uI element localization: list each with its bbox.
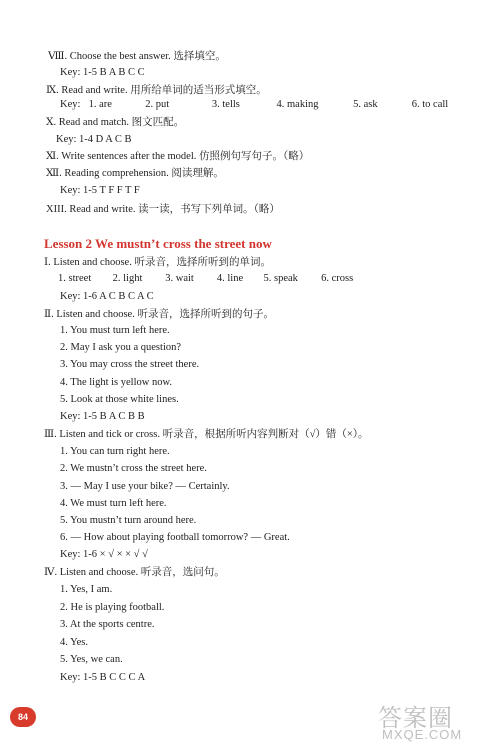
watermark-chars: 答案圈 <box>378 704 453 732</box>
key-ix-item-4: 4. making <box>276 99 319 110</box>
watermark-logo <box>372 698 494 744</box>
key-iii: Key: 1-6 × √ × × √ √ <box>60 549 148 560</box>
iii-item-3: 3. — May I use your bike? — Certainly. <box>60 481 230 492</box>
iv-item-5: 5. Yes, we can. <box>60 654 123 665</box>
iv-item-4: 4. Yes. <box>60 637 89 648</box>
key-ii: Key: 1-5 B A C B B <box>60 411 145 422</box>
section-ii-heading: Ⅱ. Listen and choose. 听录音，选择所听到的句子。 <box>44 309 274 320</box>
page-number-badge: 84 <box>10 707 36 727</box>
key-ix-item-1: 1. are <box>88 99 112 110</box>
word-6: 6. cross <box>321 273 354 284</box>
section-x-heading: Ⅹ. Read and match. 图文匹配。 <box>46 117 185 128</box>
words-list <box>58 272 353 285</box>
key-viii: Key: 1-5 B A B C C <box>60 67 145 78</box>
iii-item-1: 1. You can turn right here. <box>60 446 170 457</box>
key-ix <box>60 98 448 111</box>
section-xii-heading: Ⅻ. Reading comprehension. 阅读理解。 <box>46 168 224 179</box>
lesson-title: Lesson 2 We mustn’t cross the street now <box>44 236 272 251</box>
section-iv-heading: Ⅳ. Listen and choose. 听录音，选问句。 <box>44 567 225 578</box>
section-viii-heading: Ⅷ. Choose the best answer. 选择填空。 <box>48 51 226 62</box>
ii-item-2: 2. May I ask you a question? <box>60 342 182 353</box>
word-4: 4. line <box>216 273 244 284</box>
key-iv: Key: 1-5 B C C C A <box>60 672 146 683</box>
section-i-heading: Ⅰ. Listen and choose. 听录音，选择所听到的单词。 <box>44 257 271 268</box>
ii-item-4: 4. The light is yellow now. <box>60 377 172 388</box>
key-ix-item-5: 5. ask <box>353 99 378 110</box>
watermark-url: MXQE.COM <box>382 727 463 742</box>
key-ix-item-2: 2. put <box>145 99 170 110</box>
iii-item-6: 6. — How about playing football tomorrow? — Great. <box>60 532 290 543</box>
iv-item-2: 2. He is playing football. <box>60 602 165 613</box>
iii-item-4: 4. We must turn left here. <box>60 498 167 509</box>
section-iii-heading: Ⅲ. Listen and tick or cross. 听录音，根据所听内容判断对（√）错（×）。 <box>44 429 369 440</box>
key-ix-item-3: 3. tells <box>211 99 240 110</box>
key-xii: Key: 1-5 T F F T F <box>60 185 140 196</box>
word-3: 3. wait <box>165 273 194 284</box>
iii-item-2: 2. We mustn’t cross the street here. <box>60 463 207 474</box>
section-ix-heading: Ⅸ. Read and write. 用所给单词的适当形式填空。 <box>46 85 267 96</box>
section-xi-heading: Ⅺ. Write sentences after the model. 仿照例句写句子。（略） <box>46 151 310 162</box>
word-1: 1. street <box>58 273 92 284</box>
iv-item-3: 3. At the sports centre. <box>60 619 155 630</box>
word-5: 5. speak <box>263 273 298 284</box>
word-2: 2. light <box>112 273 143 284</box>
ii-item-3: 3. You may cross the street there. <box>60 359 200 370</box>
ii-item-1: 1. You must turn left here. <box>60 325 170 336</box>
key-ix-label: Key: <box>60 99 81 110</box>
iv-item-1: 1. Yes, I am. <box>60 584 113 595</box>
section-xiii-heading: XIII. Read and write. 读一读，书写下列单词。（略） <box>46 204 280 215</box>
key-ix-item-6: 6. to call <box>411 99 449 110</box>
key-i: Key: 1-6 A C B C A C <box>60 291 154 302</box>
iii-item-5: 5. You mustn’t turn around here. <box>60 515 197 526</box>
ii-item-5: 5. Look at those white lines. <box>60 394 179 405</box>
key-x: Key: 1-4 D A C B <box>56 134 132 145</box>
